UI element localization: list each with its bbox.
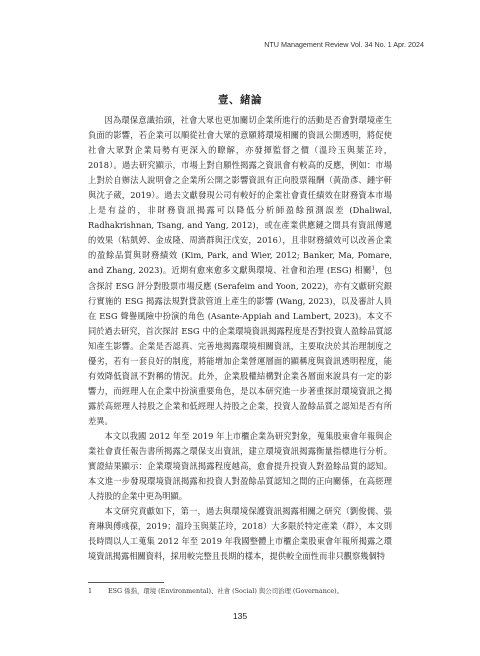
footnote-text: ESG 係指，環境 (Environmental)、社會 (Social) 與公司治理 (Governance)。 — [108, 587, 344, 595]
running-head: NTU Management Review Vol. 34 No. 1 Apr. 2024 — [264, 40, 424, 49]
paragraph-3: 本文研究貢獻如下，第一，過去與環境保護資訊揭露相關之研究（劉俊儒、張育琳與傅彧葆，2019；溫玲玉與葉芷玲，2018）大多限於特定產業（群），本文則長時間以人工蒐集 2012 年至 2019 年我國整體上市櫃企業股東會年報所揭露之環境資訊揭露相關資料，採用較完整且長期的樣本，提供較全面性而非只觀察幾個特 — [88, 506, 392, 562]
footnote — [88, 586, 392, 595]
footnote-divider — [88, 582, 164, 583]
footnote-reference[interactable]: 1 — [371, 265, 376, 272]
footnote-number: 1 — [88, 587, 93, 595]
paragraph-1-text-b: ，包含探討 ESG 評分對股票市場反應 (Serafeim and Yoon, 2022)，亦有文獻研究銀行實施的 ESG 揭露法規對貸款管道上產生的影響 (Wang, 2023)，以及審計人員在 ESG 聲譽風險中扮演的角色 (Asante-Appiah and Lambert, 2023)。本文不同於過去研究，首次探討 ESG 中的企業環境資訊揭露程度是否對投資人盈餘品質認知產生影響。企業是否認真、完善地揭露環境相關資訊，主要取決於其治理制度之優劣，若有一套良好的制度，將能增加企業營運層面的顯稱度與資訊透明程度，能有效降低資訊不對稱的情況。此外，企業股權結構對企業各層面來說具有一定的影響力，而經理人在企業中扮演重要角色，是以本研究進一步著重探討環境資訊之揭露於高經理人持股之企業和低經理人持股之企業，投資人盈餘品質之認知是否有所差異。 — [88, 265, 393, 426]
paragraph-1 — [88, 113, 392, 429]
paragraph-1-text-a: 因為環保意識抬頭，社會大眾也更加關切企業所進行的活動是否會對環境產生負面的影響，若企業可以順從社會大眾的意願將環境相關的資訊公開透明，將促使社會大眾對企業局勢有更深入的瞭解，亦發揮監督之價（溫玲玉與葉芷玲，2018）。過去研究顯示，市場上對自願性揭露之資訊會有較高的反應，例如：市場上對於自辦法人說明會之企業所公開之影響資訊有正向股票報酬（黃劭彥、鍾宇軒與沈子葳，2019）。過去文獻發現公司有較好的企業社會責任績效在財務資本市場上是有益的，非財務資訊揭露可以降低分析師盈餘預測誤差 (Dhaliwal, Radhakrishnan, Tsang, and Yang, 2012)，或在產業供應鏈之間具有資訊傳遞的效果（粘凱婷、金成隆、周濟群與汪戊安，2016），且非財務績效可以改善企業的盈餘品質與財務績效 (Kim, Park, and Wier, 2012; Banker, Ma, Pomare, and Zhang, 2023)。近期有愈來愈多文獻與環境、社會和治理 (ESG) 相關 — [88, 115, 392, 276]
section-title: 壹、緒論 — [218, 94, 262, 106]
page-number: 135 — [232, 611, 248, 621]
paragraph-2: 本文以我國 2012 年至 2019 年上市櫃企業為研究對象，蒐集股東會年報與企業社會責任報告書所揭露之環保支出資訊，建立環境資訊揭露衡量指標進行分析。實證結果顯示：企業環境資訊揭露程度越高，愈會提升投資人對盈餘品質的認知。本文進一步發現環境資訊揭露和投資人對盈餘品質認知之間的正向關係，在高經理人持股的企業中更為明顯。 — [88, 430, 392, 502]
body-text — [88, 113, 392, 564]
